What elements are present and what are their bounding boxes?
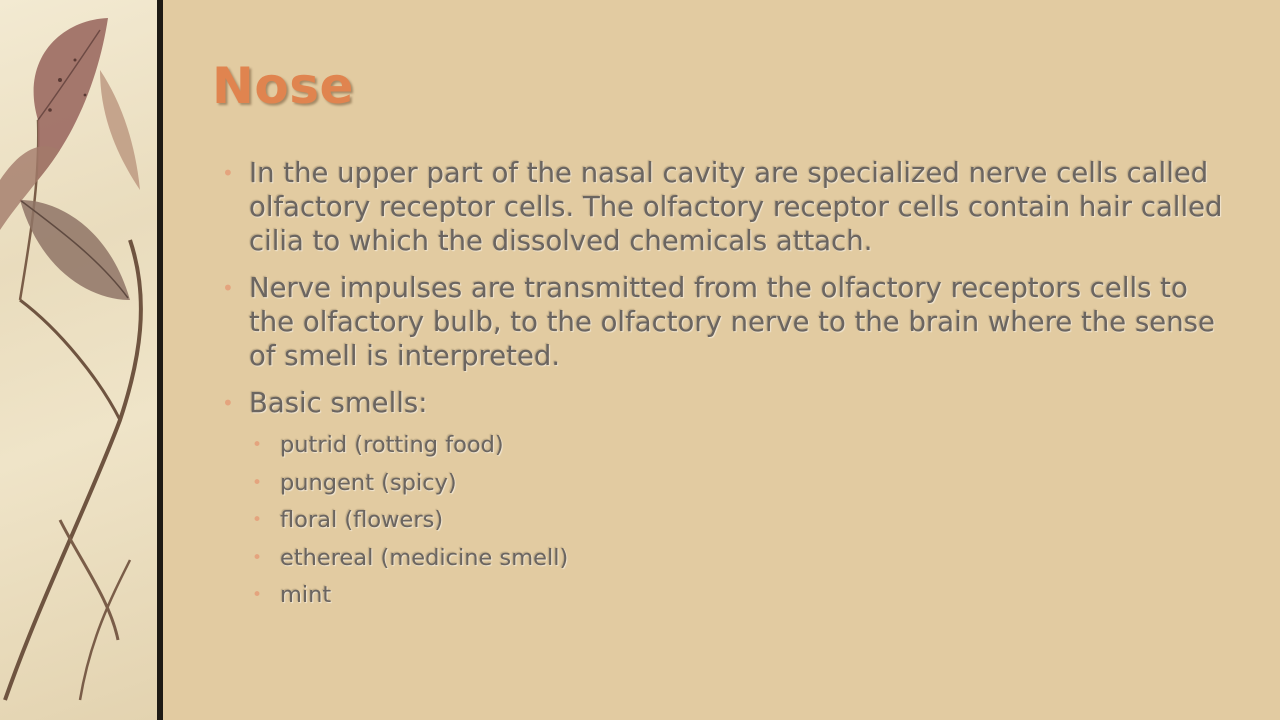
dried-branch-image [0, 0, 158, 720]
bullet-dot-icon: • [222, 391, 234, 415]
decorative-branch-panel [0, 0, 158, 720]
sub-bullet-item [252, 506, 1232, 534]
bullet-list [222, 156, 1232, 619]
bullet-item [222, 271, 1232, 373]
bullet-item [222, 156, 1232, 258]
bullet-text: Basic smells: [249, 387, 428, 419]
sub-bullet-list [222, 431, 1232, 609]
sub-bullet-dot-icon: • [252, 585, 263, 605]
slide-title: Nose [212, 57, 354, 115]
bullet-text: Nerve impulses are transmitted from the olfactory receptors cells to the olfactory bulb, to the olfactory nerve to the brain where the sense of smell is interpreted. [249, 272, 1215, 372]
bullet-dot-icon: • [222, 161, 234, 185]
sub-bullet-text: putrid (rotting food) [280, 432, 504, 458]
sub-bullet-dot-icon: • [252, 435, 263, 455]
sub-bullet-item [252, 469, 1232, 497]
sub-bullet-text: mint [280, 582, 332, 608]
sub-bullet-item [252, 431, 1232, 459]
sub-bullet-item [252, 581, 1232, 609]
bullet-text: In the upper part of the nasal cavity are specialized nerve cells called olfactory receptor cells. The olfactory receptor cells contain hair called cilia to which the dissolved chemicals attach. [249, 157, 1223, 257]
bullet-item [222, 386, 1232, 420]
sub-bullet-dot-icon: • [252, 547, 263, 568]
sub-bullet-dot-icon: • [252, 472, 263, 493]
bullet-dot-icon: • [222, 276, 234, 300]
vertical-divider [157, 0, 163, 720]
sub-bullet-text: pungent (spicy) [280, 469, 457, 496]
sub-bullet-dot-icon: • [252, 510, 263, 530]
sub-bullet-text: floral (flowers) [280, 507, 444, 533]
sub-bullet-item [252, 544, 1232, 572]
sub-bullet-text: ethereal (medicine smell) [280, 544, 569, 571]
